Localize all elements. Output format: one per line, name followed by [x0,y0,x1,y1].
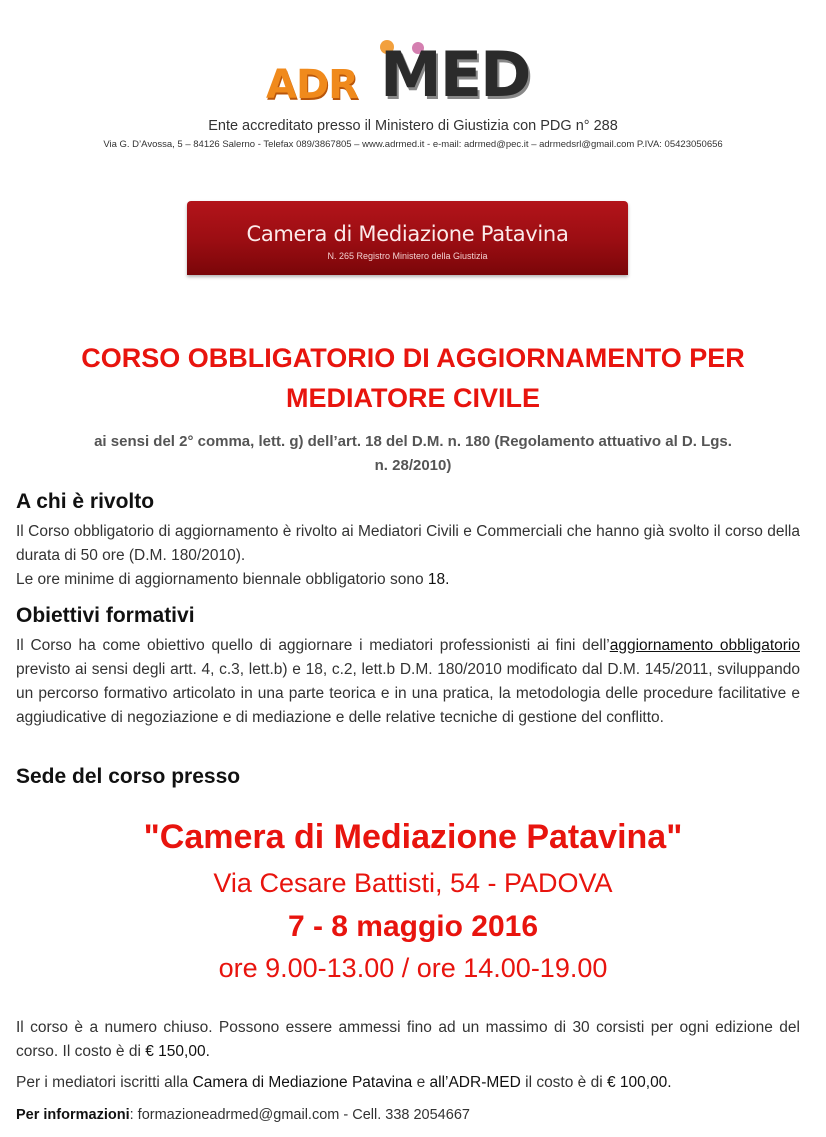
course-subtitle-line1: ai sensi del 2° comma, lett. g) dell’art. 18 del D.M. n. 180 (Regolamento attuativo al D. Lgs. [94,433,732,450]
heading-objectives: Obiettivi formativi [16,604,195,627]
target-line1: Il Corso obbligatorio di aggiornamento è rivolto ai Mediatori Civili e Commerciali che hanno già svolto il corso della durata di 50 ore (D.M. 180/2010). [16,523,800,564]
discount-text-pre: Per i mediatori iscritti alla [16,1074,193,1091]
address-line: Via G. D’Avossa, 5 – 84126 Salerno - Telefax 089/3867805 – www.adrmed.it - e-mail: adrmed@pec.it – adrmedsrl@gmail.com P.IVA: 05423050656 [103,139,723,150]
aggiornamento-obbligatorio-link: aggiornamento obbligatorio [609,637,800,654]
course-subtitle [22,430,804,478]
objectives-paragraph [16,634,800,730]
minimum-hours: 18. [427,571,450,588]
course-title-line1: CORSO OBBLIGATORIO DI AGGIORNAMENTO PER [81,343,745,373]
course-title [0,338,826,418]
objectives-text-post: previsto ai sensi degli artt. 4, c.3, lett.b) e 18, c.2, lett.b D.M. 180/2010 modificato dal D.M. 145/2011, sviluppando un percorso formativo articolato in una parte teorica e in una pratica, la metodologia delle procedure facilitative e aggiudicative di negoziazione e di mediazione e delle relative tecniche di gestione del conflitto. [16,661,800,726]
logo-adr-text: ADR [266,62,358,108]
discount-adrmed: all’ADR-MED [429,1074,521,1091]
info-line [16,1103,800,1127]
venue-address: Via Cesare Battisti, 54 - PADOVA [213,868,613,898]
discount-text-post: il costo è di [520,1074,607,1091]
logo-med-text: MED [380,38,530,111]
discount-text-mid: e [412,1074,430,1091]
target-line2 [16,568,800,592]
info-contact: : formazioneadrmed@gmail.com - Cell. 338 2054667 [129,1107,470,1123]
accreditation-line: Ente accreditato presso il Ministero di Giustizia con PDG n° 288 [208,118,618,134]
course-title-line2: MEDIATORE CIVILE [285,383,541,413]
target-line2-text: Le ore minime di aggiornamento biennale obbligatorio sono [16,571,428,588]
course-dates: 7 - 8 maggio 2016 [287,910,539,943]
closed-enrollment-paragraph [16,1016,800,1064]
heading-target: A chi è rivolto [16,490,155,513]
price-discounted: € 100,00. [606,1074,672,1091]
enrollment-text: Il corso è a numero chiuso. Possono essere ammessi fino ad un massimo di 30 corsisti per ogni edizione del corso. Il costo è di [16,1019,800,1060]
discount-camera: Camera di Mediazione Patavina [192,1074,413,1091]
banner-title: Camera di Mediazione Patavina [246,222,569,246]
target-paragraph [16,520,800,592]
course-subtitle-line2: n. 28/2010) [374,457,452,474]
adrmed-logo [262,40,558,116]
price-standard: € 150,00. [145,1043,210,1060]
camera-banner [187,201,628,275]
info-label: Per informazioni [16,1107,130,1123]
objectives-text-pre: Il Corso ha come obiettivo quello di aggiornare i mediatori professionisti ai fini dell’ [16,637,610,654]
course-hours: ore 9.00-13.00 / ore 14.00-19.00 [218,953,608,983]
discount-paragraph [16,1071,800,1095]
venue-name: "Camera di Mediazione Patavina" [143,818,683,856]
heading-venue: Sede del corso presso [16,765,241,788]
banner-subtitle: N. 265 Registro Ministero della Giustizia [327,251,488,261]
